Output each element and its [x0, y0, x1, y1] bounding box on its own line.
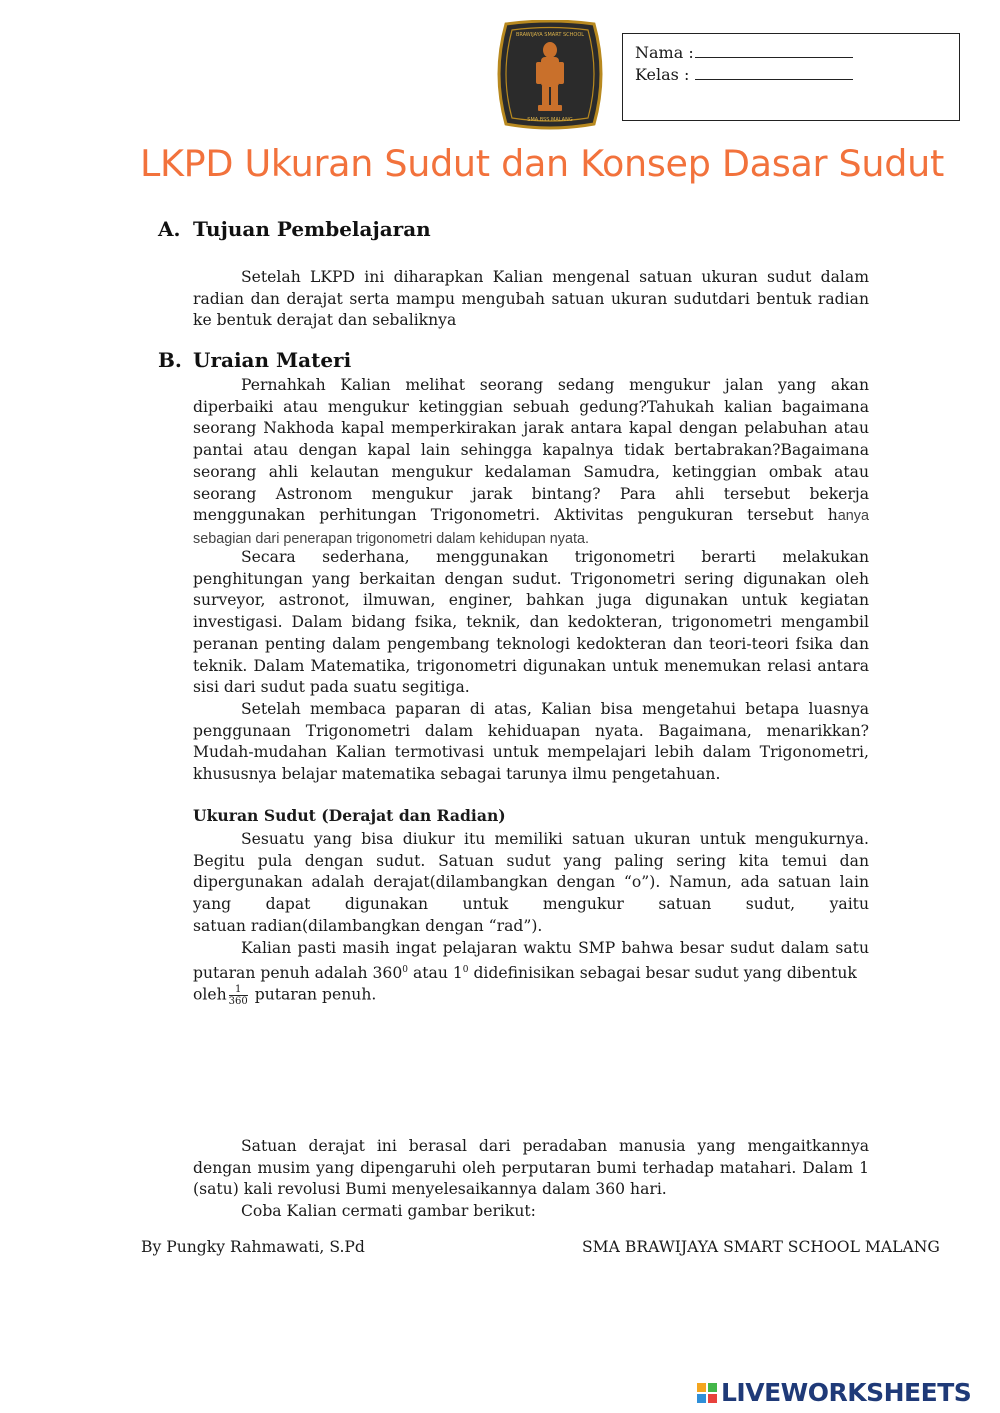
nama-label: Nama :: [635, 43, 694, 62]
paragraph-7: Coba Kalian cermati gambar berikut:: [241, 1202, 536, 1220]
section-a-text: Setelah LKPD ini diharapkan Kalian mengenal satuan ukuran sudut dalam radian dan derajat serta mampu mengubah satuan ukuran sudutdari bentuk radian ke bentuk derajat dan sebaliknya: [193, 268, 869, 330]
paragraph-5-fraction-line: [193, 984, 869, 1007]
paragraph-6: Satuan derajat ini berasal dari peradaban manusia yang mengaitkannya dengan musim yang dipengaruhi oleh perputaran bumi terhadap matahari. Dalam 1 (satu) kali revolusi Bumi menyelesaikannya dalam 360 hari.: [193, 1137, 869, 1199]
section-b-title: Uraian Materi: [193, 348, 352, 372]
p5-end: putaran penuh.: [249, 985, 377, 1004]
brand-logo-icon: [697, 1383, 717, 1403]
paragraph-3: Setelah membaca paparan di atas, Kalian bisa mengetahui betapa luasnya penggunaan Trigonometri dalam kehiduapan nyata. Bagaimana, menarikkan? Mudah-mudahan Kalian termotivasi untuk mempelajari lebih dalam Trigonometri, khususnya belajar matematika sebagai tarunya ilmu pengetahuan.: [193, 700, 869, 784]
page-title: LKPD Ukuran Sudut dan Konsep Dasar Sudut: [140, 142, 944, 185]
paragraph-5: [193, 938, 869, 985]
nama-row: [635, 42, 959, 64]
paragraph-4: Sesuatu yang bisa diukur itu memiliki satuan ukuran untuk mengukurnya. Begitu pula dengan sudut. Satuan sudut yang paling sering kita temui dan dipergunakan adalah derajat(dilambangkan dengan “o”). Namun, ada satuan lain yang dapat digunakan untuk mengukur satuan sudut, yaitu: [193, 830, 869, 914]
p5-oleh: oleh: [193, 985, 227, 1004]
paragraph-4-last-line: satuan radian(dilambangkan dengan “rad”).: [193, 917, 543, 935]
brand-square-4: [708, 1394, 717, 1403]
subheading-ukuran-sudut: Ukuran Sudut (Derajat dan Radian): [193, 806, 506, 825]
footer-school: SMA BRAWIJAYA SMART SCHOOL MALANG: [582, 1238, 940, 1256]
brand-square-2: [708, 1383, 717, 1392]
logo-arc-text: BRAWIJAYA SMART SCHOOL: [515, 32, 585, 38]
section-b-number: B.: [158, 348, 182, 372]
school-logo: [492, 20, 608, 132]
kelas-row: [635, 64, 959, 86]
kelas-field[interactable]: [695, 65, 853, 80]
liveworksheets-brand: [697, 1378, 971, 1407]
paragraph-1-tail: anya sebagian dari penerapan trigonometri dalam kehidupan nyata.: [193, 508, 869, 547]
p5-part-a: Kalian pasti masih ingat pelajaran waktu SMP bahwa besar sudut dalam satu putaran penuh adalah 360: [193, 939, 869, 982]
degree-sup-2: 0: [462, 964, 469, 975]
kelas-label: Kelas :: [635, 65, 690, 84]
brand-square-3: [697, 1394, 706, 1403]
degree-sup-1: 0: [402, 964, 408, 975]
fraction-denominator: 360: [228, 996, 248, 1007]
paragraph-1-main: Pernahkah Kalian melihat seorang sedang mengukur jalan yang akan diperbaiki atau mengukur ketinggian sebuah gedung?Tahukah kalian bagaimana seorang Nakhoda kapal memperkirakan jarak antara kapal dengan pelabuhan atau pantai atau dengan kapal lain sehingga kapalnya tidak bertabrakan?Bagaimana seorang ahli kelautan mengukur kedalaman Samudra, ketinggian ombak atau seorang Astronom mengukur jarak bintang? Para ahli tersebut bekerja menggunakan perhitungan Trigonometri. Aktivitas pengukuran tersebut h: [193, 376, 869, 525]
p5-part-c: didefinisikan sebagai besar sudut yang dibentuk: [468, 963, 857, 982]
student-identity-box: [622, 33, 960, 121]
brand-square-1: [697, 1383, 706, 1392]
fraction-numerator: 1: [229, 984, 248, 996]
section-a-title: Tujuan Pembelajaran: [193, 217, 431, 241]
footer-author: By Pungky Rahmawati, S.Pd: [141, 1238, 365, 1256]
paragraph-1: [193, 375, 869, 551]
brand-name: LIVEWORKSHEETS: [721, 1378, 972, 1407]
fraction-1-360: [229, 984, 248, 1007]
logo-caption: SMA BSS MALANG: [527, 117, 573, 123]
section-a-number: A.: [158, 217, 181, 241]
paragraph-2: Secara sederhana, menggunakan trigonometri berarti melakukan penghitungan yang berkaitan dengan sudut. Trigonometri sering digunakan oleh surveyor, astronot, ilmuwan, enginer, bahkan juga digunakan untuk kegiatan investigasi. Dalam bidang fsika, teknik, dan kedokteran, trigonometri mengambil peranan penting dalam pengembang teknologi kedokteran dan teori-teori fsika dan teknik. Dalam Matematika, trigonometri digunakan untuk menemukan relasi antara sisi dari sudut pada suatu segitiga.: [193, 548, 869, 697]
section-a-heading: [158, 217, 431, 241]
section-b-heading: [158, 348, 351, 372]
nama-field[interactable]: [695, 43, 853, 58]
p5-part-b: atau 1: [408, 963, 463, 982]
